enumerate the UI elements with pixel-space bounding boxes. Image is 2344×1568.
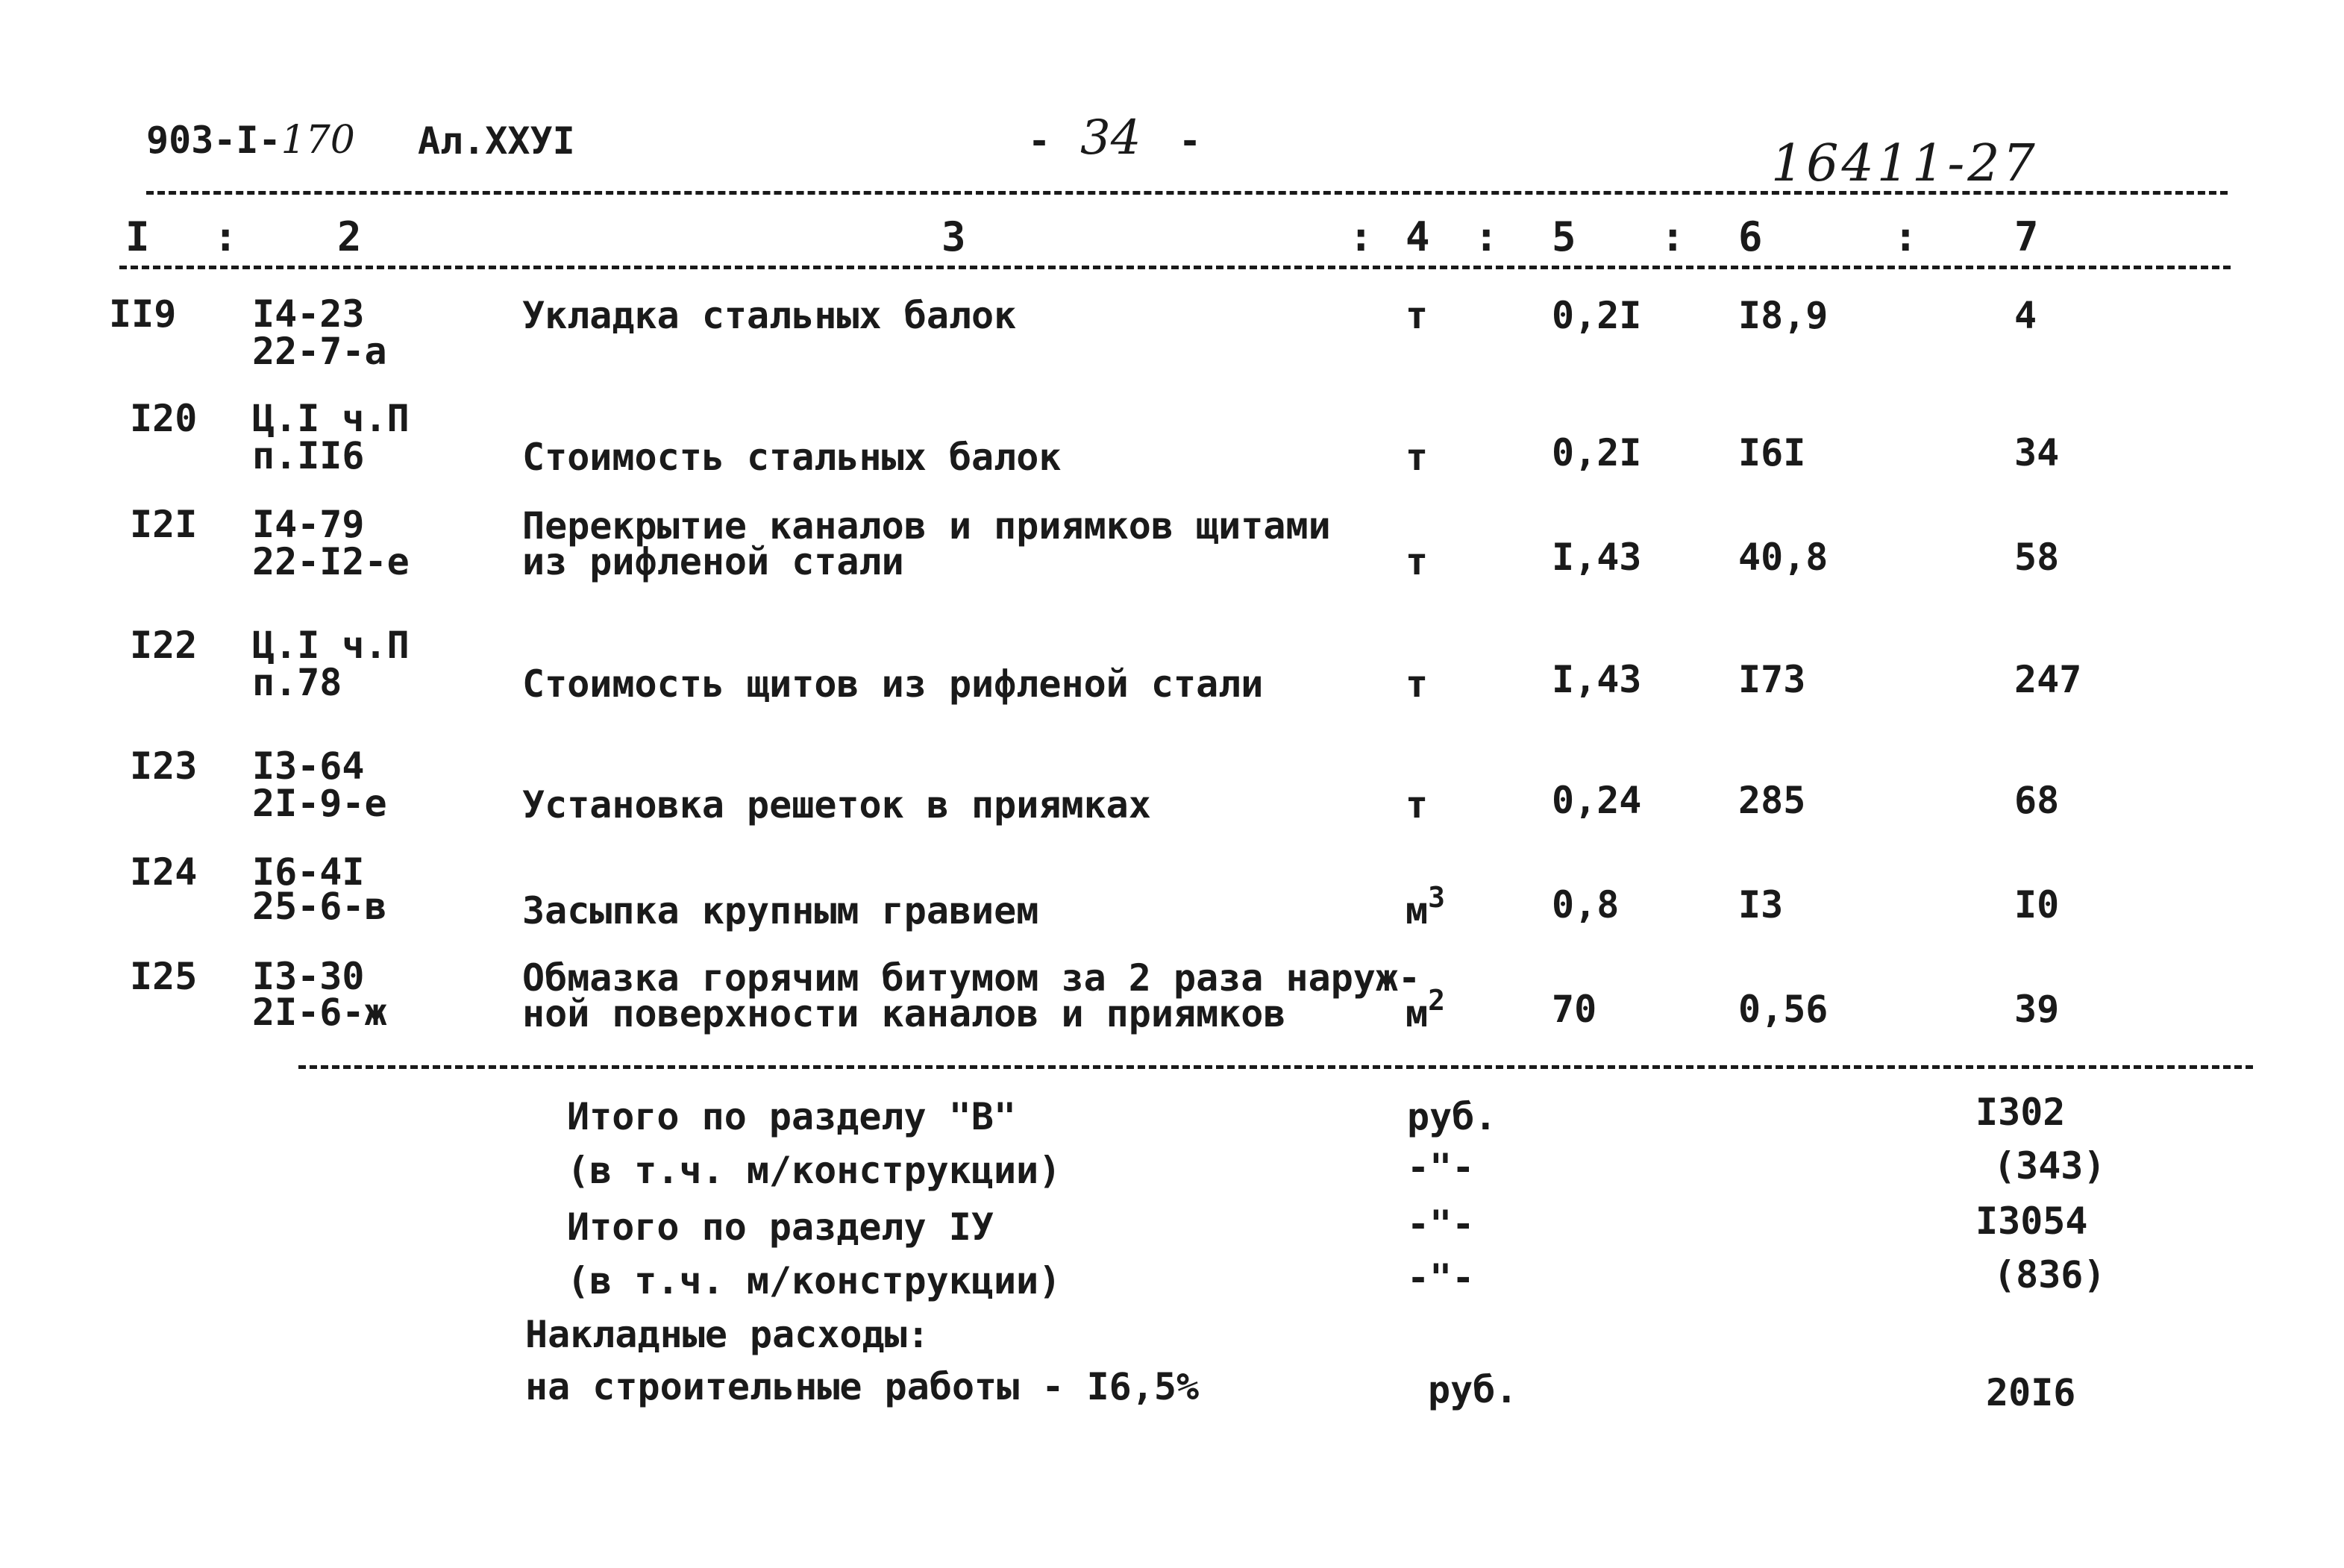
overhead-label: на строительные работы - I6,5%	[525, 1365, 1200, 1408]
quantity: I,43	[1552, 658, 1642, 701]
table-bottom-rule	[298, 1065, 2253, 1069]
unit-price: 0,56	[1738, 988, 1828, 1031]
summary-value: (343)	[1993, 1144, 2106, 1188]
document-code	[146, 118, 355, 163]
document-code-printed: 903-I-	[146, 119, 281, 162]
unit-price: I6I	[1738, 431, 1806, 474]
unit: т	[1406, 436, 1429, 479]
total-cost: 4	[2014, 294, 2037, 337]
quantity: 0,24	[1552, 779, 1642, 822]
unit: т	[1406, 540, 1429, 583]
column-separator: :	[1349, 213, 1373, 260]
quantity: 0,2I	[1552, 294, 1642, 337]
work-description-cont: Установка решеток в приямках	[522, 783, 1151, 827]
norm-code: I3-30	[252, 955, 365, 998]
row-number: I22	[130, 624, 198, 667]
summary-unit: -"-	[1407, 1256, 1475, 1299]
document-code-handwritten: 170	[281, 118, 355, 163]
summary-value: I3054	[1975, 1199, 2088, 1243]
column-number-2: 2	[337, 213, 362, 260]
overhead-heading: Накладные расходы:	[525, 1313, 930, 1356]
row-number: I20	[130, 397, 198, 440]
column-number-7: 7	[2014, 213, 2039, 260]
quantity: 70	[1552, 988, 1597, 1031]
column-number-3: 3	[941, 213, 966, 260]
norm-code-sub: 25-6-в	[252, 885, 387, 928]
page-number: 34	[1080, 110, 1141, 166]
header-rule-top	[146, 191, 2228, 195]
overhead-value: 20I6	[1986, 1371, 2076, 1414]
column-separator: :	[1893, 213, 1918, 260]
column-separator: :	[1661, 213, 1685, 260]
row-number: I2I	[130, 503, 198, 546]
overhead-unit: руб.	[1428, 1368, 1518, 1411]
work-description: Обмазка горячим битумом за 2 раза наруж-	[522, 956, 1421, 1000]
column-number-5: 5	[1552, 213, 1576, 260]
unit-price: I8,9	[1738, 294, 1828, 337]
summary-label: Итого по разделу "В"	[567, 1095, 1017, 1138]
column-number-6: 6	[1738, 213, 1763, 260]
work-description-cont: ной поверхности каналов и приямков	[522, 992, 1286, 1035]
norm-code-sub: 2I-9-е	[252, 782, 387, 825]
norm-code-sub: п.II6	[252, 434, 365, 477]
norm-code-sub: 22-I2-е	[252, 540, 410, 583]
norm-code: I6-4I	[252, 850, 365, 894]
norm-code-sub: 22-7-а	[252, 330, 387, 373]
summary-unit: -"-	[1407, 1202, 1475, 1246]
column-number-4: 4	[1406, 213, 1430, 260]
norm-code-sub: 2I-6-ж	[252, 991, 387, 1034]
column-separator: :	[213, 213, 238, 260]
work-description: Перекрытие каналов и приямков щитами	[522, 504, 1331, 548]
norm-code: I4-23	[252, 292, 365, 336]
norm-code: Ц.I ч.П	[252, 397, 410, 440]
row-number: I24	[130, 850, 198, 894]
quantity: 0,8	[1552, 883, 1620, 926]
norm-code: I4-79	[252, 503, 365, 546]
total-cost: I0	[2014, 883, 2060, 926]
page-dash-left: -	[1028, 119, 1051, 163]
header-rule-bottom	[119, 266, 2231, 269]
work-description-cont: Засыпка крупным гравием	[522, 889, 1039, 932]
page-dash-right: -	[1179, 119, 1202, 163]
row-number: I25	[130, 955, 198, 998]
unit: т	[1406, 783, 1429, 827]
total-cost: 58	[2014, 536, 2060, 579]
unit-price: 40,8	[1738, 536, 1828, 579]
unit: т	[1406, 662, 1429, 706]
total-cost: 39	[2014, 988, 2060, 1031]
summary-unit: -"-	[1407, 1146, 1475, 1189]
total-cost: 34	[2014, 431, 2060, 474]
norm-code: Ц.I ч.П	[252, 624, 410, 667]
row-number: II9	[109, 292, 177, 336]
summary-value: (836)	[1993, 1253, 2106, 1296]
album-number: Ал.XXУI	[418, 119, 575, 163]
summary-value: I302	[1975, 1091, 2066, 1134]
unit: $м^2$	[1406, 984, 1445, 1035]
unit: $м^3$	[1406, 881, 1445, 932]
unit-price: I73	[1738, 658, 1806, 701]
work-description-cont: из рифленой стали	[522, 540, 904, 583]
work-description-cont: Стоимость стальных балок	[522, 436, 1062, 479]
total-cost: 68	[2014, 779, 2060, 822]
norm-code-sub: п.78	[252, 661, 342, 704]
sheet-number: 16411-27	[1771, 134, 2038, 193]
unit: т	[1406, 294, 1429, 337]
summary-unit: руб.	[1407, 1095, 1497, 1138]
column-separator: :	[1474, 213, 1499, 260]
unit-price: 285	[1738, 779, 1806, 822]
norm-code: I3-64	[252, 744, 365, 788]
quantity: I,43	[1552, 536, 1642, 579]
total-cost: 247	[2014, 658, 2082, 701]
column-number-1: I	[125, 213, 150, 260]
summary-label: Итого по разделу IУ	[567, 1205, 994, 1249]
work-description: Укладка стальных балок	[522, 294, 1017, 337]
quantity: 0,2I	[1552, 431, 1642, 474]
row-number: I23	[130, 744, 198, 788]
unit-price: I3	[1738, 883, 1784, 926]
work-description-cont: Стоимость щитов из рифленой стали	[522, 662, 1264, 706]
summary-label: (в т.ч. м/конструкции)	[567, 1149, 1062, 1192]
summary-label: (в т.ч. м/конструкции)	[567, 1259, 1062, 1302]
